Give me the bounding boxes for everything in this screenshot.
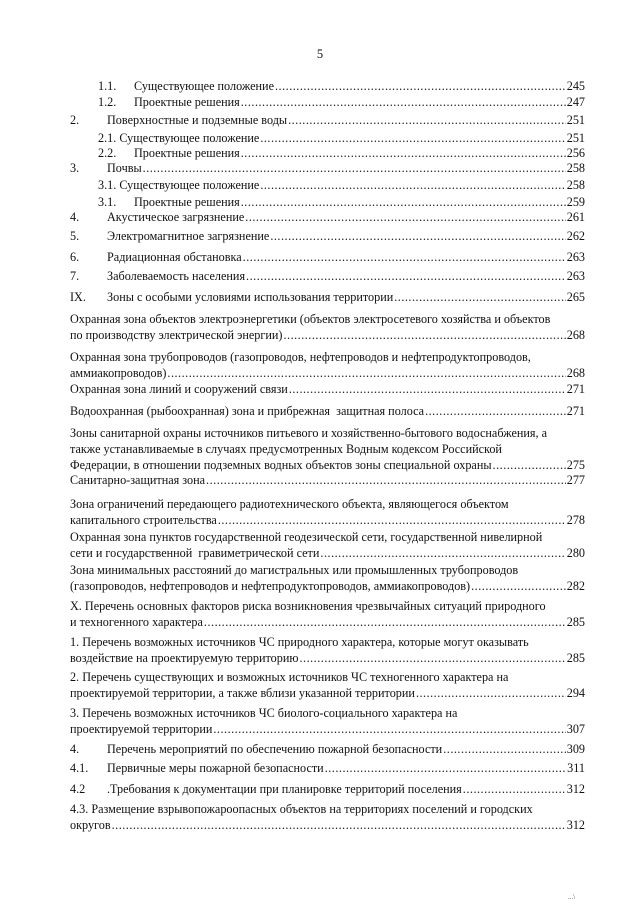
- toc-entry-title: капитального строительства: [70, 513, 217, 527]
- toc-line[interactable]: [0, 578, 640, 594]
- toc-line[interactable]: [0, 160, 640, 176]
- toc-line[interactable]: [0, 472, 640, 488]
- dot-leader: [471, 578, 566, 594]
- toc-entry-page: 294: [566, 686, 585, 700]
- toc-entry-title: сети и государственной гравиметрической сети: [70, 546, 320, 560]
- toc-line[interactable]: [0, 457, 640, 473]
- dot-leader: [463, 781, 566, 797]
- toc-entry-page: 282: [566, 579, 585, 593]
- toc-entry-title: воздействие на проектируемую территорию: [70, 651, 299, 665]
- toc-entry-title: проектируемой территории, а также вблизи указанной территории: [70, 686, 415, 700]
- dot-leader: [288, 112, 566, 128]
- toc-line[interactable]: [0, 228, 640, 244]
- toc-line[interactable]: [0, 760, 640, 776]
- toc-line[interactable]: [0, 194, 640, 210]
- toc-entry-title-line: 2. Перечень существующих и возможных источников ЧС техногенного характера на: [70, 670, 509, 684]
- dot-leader: [204, 614, 566, 630]
- toc-line[interactable]: [0, 268, 640, 284]
- toc-line[interactable]: [0, 365, 640, 381]
- toc-entry-page: 277: [566, 473, 585, 487]
- toc-entry-title-line: Зона ограничений передающего радиотехнического объекта, являющегося объектом: [70, 497, 509, 511]
- dot-leader: [241, 145, 566, 161]
- toc-entry-page: 256: [566, 146, 585, 160]
- toc-line[interactable]: [0, 327, 640, 343]
- dot-leader: [320, 545, 565, 561]
- toc-entry-title-line: 3. Перечень возможных источников ЧС биолого-социального характера на: [70, 706, 458, 720]
- dot-leader: [289, 381, 566, 397]
- toc-entry-title: Охранная зона линий и сооружений связи: [70, 382, 288, 396]
- toc-entry-title: 3.1. Существующее положение: [98, 178, 260, 192]
- dot-leader: [243, 249, 566, 265]
- dot-leader: [241, 94, 566, 110]
- dot-leader: [143, 160, 566, 176]
- toc-entry-title: Акустическое загрязнение: [107, 210, 245, 224]
- toc-entry-title: (газопроводов, нефтепроводов и нефтепродуктопроводов, аммиакопроводов): [70, 579, 471, 593]
- dot-leader: [206, 472, 566, 488]
- toc-entry-page: 307: [566, 722, 585, 736]
- toc-entry-title-line: Охранная зона объектов электроэнергетики (объектов электросетевого хозяйства и объектов: [70, 312, 551, 326]
- toc-line[interactable]: [0, 721, 640, 737]
- toc-entry-title: округов: [70, 818, 111, 832]
- toc-entry-title: Первичные меры пожарной безопасности: [107, 761, 324, 775]
- toc-entry-title-line: X. Перечень основных факторов риска возникновения чрезвычайных ситуаций природного: [70, 599, 546, 613]
- toc-entry-page: 265: [566, 290, 585, 304]
- toc-entry-number: 4.: [70, 742, 80, 756]
- dot-leader: [270, 228, 565, 244]
- toc-entry-title: .Требования к документации при планировке территорий поселения: [107, 782, 462, 796]
- dot-leader: [283, 327, 565, 343]
- toc-entry-title-line: Зона минимальных расстояний до магистральных или промышленных трубопроводов: [70, 563, 519, 577]
- toc-entry-page: 285: [566, 651, 585, 665]
- toc-entry-title: Проектные решения: [134, 195, 240, 209]
- toc-entry-title: и техногенного характера: [70, 615, 203, 629]
- toc-line[interactable]: [0, 209, 640, 225]
- toc-entry-title: Поверхностные и подземные воды: [107, 113, 288, 127]
- toc-entry-page: 259: [566, 195, 585, 209]
- dot-leader: [260, 177, 565, 193]
- dot-leader: [299, 650, 565, 666]
- toc-entry-title-line: 4.3. Размещение взрывопожароопасных объектов на территориях поселений и городских: [70, 802, 533, 816]
- toc-entry-title: Зоны с особыми условиями использования территории: [107, 290, 394, 304]
- dot-leader: [325, 760, 566, 776]
- toc-line[interactable]: [0, 130, 640, 146]
- dot-leader: [443, 741, 566, 757]
- toc-entry-number: 4.2: [70, 782, 86, 796]
- toc-line[interactable]: [0, 177, 640, 193]
- toc-entry-page: 263: [566, 269, 585, 283]
- toc-entry-title-line: Охранная зона трубопроводов (газопроводов, нефтепроводов и нефтепродуктопроводов,: [70, 350, 531, 364]
- toc-entry-number: 1.1.: [98, 79, 117, 93]
- toc-entry-page: 271: [566, 404, 585, 418]
- toc-line[interactable]: [0, 78, 640, 94]
- toc-entry-page: 263: [566, 250, 585, 264]
- toc-entry-title: Существующее положение: [134, 79, 274, 93]
- toc-line[interactable]: [0, 650, 640, 666]
- toc-entry-number: 2.2.: [98, 146, 117, 160]
- toc-line[interactable]: [0, 249, 640, 265]
- toc-entry-page: 258: [566, 178, 585, 192]
- toc-entry-number: 3.: [70, 161, 80, 175]
- toc-entry-number: 4.1.: [70, 761, 89, 775]
- toc-line[interactable]: [0, 781, 640, 797]
- toc-entry-number: 1.2.: [98, 95, 117, 109]
- toc-entry-number: 2.: [70, 113, 80, 127]
- toc-entry-page: 251: [566, 113, 585, 127]
- toc-line[interactable]: [0, 545, 640, 561]
- dot-leader: [245, 209, 565, 225]
- toc-entry-title-line: Охранная зона пунктов государственной геодезической сети, государственной нивелирной: [70, 530, 543, 544]
- dot-leader: [416, 685, 566, 701]
- toc-entry-title-line: 1. Перечень возможных источников ЧС природного характера, которые могут оказывать: [70, 635, 529, 649]
- toc-entry-page: 275: [566, 458, 585, 472]
- toc-entry-title: Заболеваемость населения: [107, 269, 246, 283]
- toc-entry-page: 271: [566, 382, 585, 396]
- toc-entry-page: 251: [566, 131, 585, 145]
- toc-entry-title: Санитарно-защитная зона: [70, 473, 206, 487]
- page-number: 5: [316, 47, 324, 61]
- dot-leader: [218, 512, 566, 528]
- toc-entry-page: 311: [567, 761, 585, 775]
- toc-entry-number: 4.: [70, 210, 80, 224]
- toc-line[interactable]: [0, 614, 640, 630]
- toc-line[interactable]: [0, 403, 640, 419]
- toc-line[interactable]: [0, 289, 640, 305]
- toc-entry-page: 245: [566, 79, 585, 93]
- toc-entry-number: 6.: [70, 250, 80, 264]
- dot-leader: [425, 403, 566, 419]
- dot-leader: [246, 268, 566, 284]
- dot-leader: [394, 289, 565, 305]
- toc-entry-title-line: также устанавливаемые в случаях предусмотренных Водным кодексом Российской: [70, 442, 502, 456]
- toc-line[interactable]: [0, 112, 640, 128]
- toc-entry-title: по производству электрической энергии): [70, 328, 283, 342]
- dot-leader: [112, 817, 566, 833]
- toc-entry-page: 262: [566, 229, 585, 243]
- toc-line[interactable]: [0, 145, 640, 161]
- corner-mark: ...\: [568, 893, 576, 901]
- toc-entry-page: 309: [566, 742, 585, 756]
- toc-entry-number: IX.: [70, 290, 86, 304]
- toc-entry-page: 268: [566, 328, 585, 342]
- dot-leader: [493, 457, 566, 473]
- toc-line[interactable]: [0, 94, 640, 110]
- dot-leader: [275, 78, 566, 94]
- toc-entry-title: Проектные решения: [134, 146, 240, 160]
- toc-entry-page: 258: [566, 161, 585, 175]
- dot-leader: [241, 194, 566, 210]
- toc-entry-title: Федерации, в отношении подземных водных объектов зоны специальной охраны: [70, 458, 492, 472]
- toc-entry-page: 285: [566, 615, 585, 629]
- toc-entry-page: 268: [566, 366, 585, 380]
- toc-entry-page: 278: [566, 513, 585, 527]
- toc-entry-title: Водоохранная (рыбоохранная) зона и прибрежная защитная полоса: [70, 404, 425, 418]
- toc-entry-number: 3.1.: [98, 195, 117, 209]
- toc-entry-page: 280: [566, 546, 585, 560]
- toc-entry-page: 247: [566, 95, 585, 109]
- dot-leader: [167, 365, 565, 381]
- toc-line[interactable]: [0, 741, 640, 757]
- dot-leader: [260, 130, 565, 146]
- toc-entry-number: 5.: [70, 229, 80, 243]
- toc-entry-title: аммиакопроводов): [70, 366, 167, 380]
- toc-entry-title: Проектные решения: [134, 95, 240, 109]
- toc-entry-page: 312: [566, 782, 585, 796]
- toc-line[interactable]: [0, 817, 640, 833]
- toc-line[interactable]: [0, 512, 640, 528]
- toc-entry-title-line: Зоны санитарной охраны источников питьевого и хозяйственно-бытового водоснабжения, а: [70, 426, 548, 440]
- toc-entry-title: 2.1. Существующее положение: [98, 131, 260, 145]
- toc-entry-title: Перечень мероприятий по обеспечению пожарной безопасности: [107, 742, 443, 756]
- toc-entry-page: 261: [566, 210, 585, 224]
- toc-entry-title: Радиационная обстановка: [107, 250, 242, 264]
- toc-entry-title: проектируемой территории: [70, 722, 213, 736]
- toc-entry-page: 312: [566, 818, 585, 832]
- toc-entry-title: Почвы: [107, 161, 142, 175]
- toc-entry-number: 7.: [70, 269, 80, 283]
- toc-line[interactable]: [0, 381, 640, 397]
- toc-entry-title: Электромагнитное загрязнение: [107, 229, 270, 243]
- toc-line[interactable]: [0, 685, 640, 701]
- dot-leader: [213, 721, 565, 737]
